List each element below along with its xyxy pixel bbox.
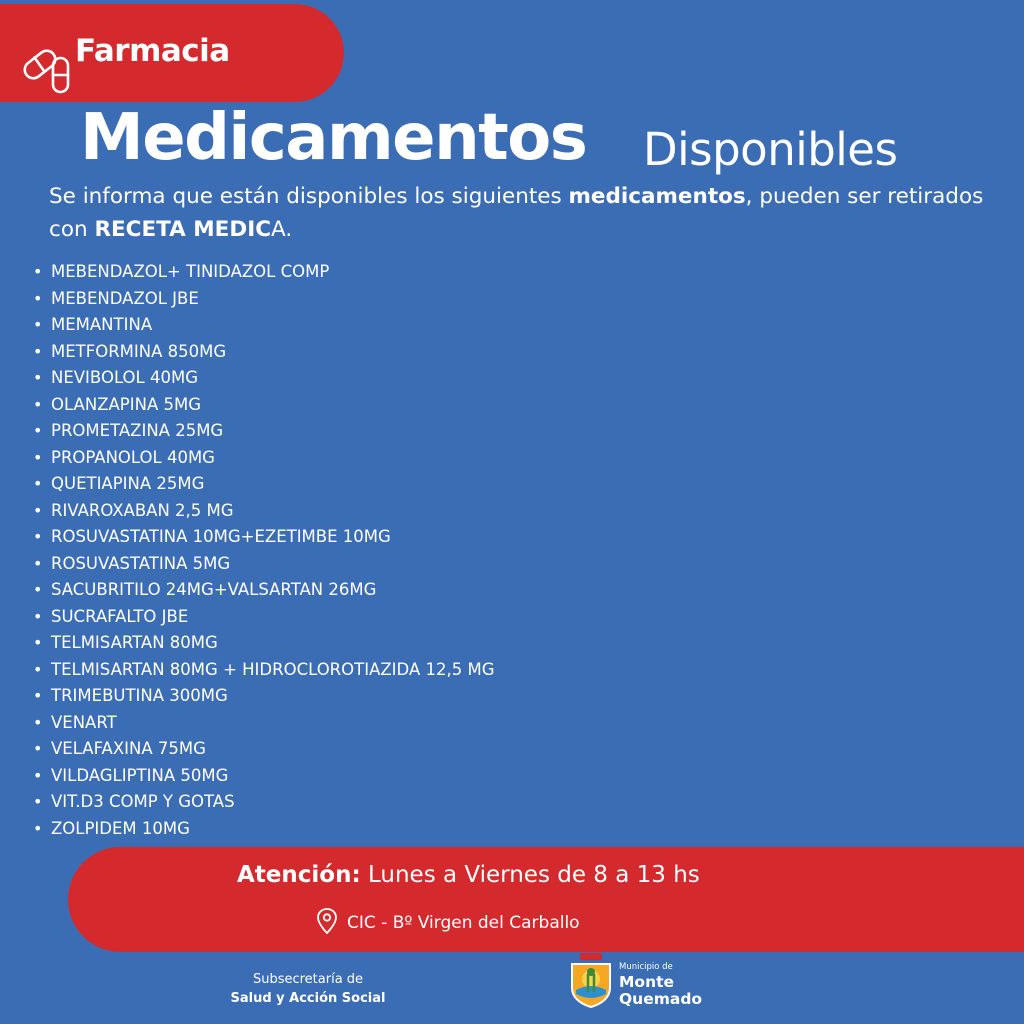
intro-bold-medicamentos: medicamentos [568, 184, 746, 209]
category-label: Farmacia [75, 33, 230, 69]
municipio-small-text: Municipio de [619, 962, 673, 972]
medication-item: • MEBENDAZOL JBE [33, 286, 495, 313]
medication-item: • ROSUVASTATINA 10MG+EZETIMBE 10MG [33, 524, 495, 551]
medication-item: • ROSUVASTATINA 5MG [33, 551, 495, 578]
medication-list [33, 259, 495, 842]
pill-capsule-icon [20, 44, 72, 96]
subsecretaria-logo [220, 970, 396, 1008]
medication-item: • VELAFAXINA 75MG [33, 736, 495, 763]
medication-item: • METFORMINA 850MG [33, 339, 495, 366]
medication-item: • VILDAGLIPTINA 50MG [33, 763, 495, 790]
municipio-emblem-icon [566, 952, 616, 1010]
intro-part-2: , pueden ser retirados con [49, 184, 984, 242]
medication-item: • TELMISARTAN 80MG [33, 630, 495, 657]
intro-part-3: A. [270, 217, 293, 242]
medication-item: • VENART [33, 710, 495, 737]
subsecretaria-line-2: Salud y Acción Social [230, 991, 386, 1006]
municipio-logo [619, 963, 702, 1008]
medication-item: • PROPANOLOL 40MG [33, 445, 495, 472]
page-subtitle: Disponibles [643, 123, 898, 176]
medication-item: • MEBENDAZOL+ TINIDAZOL COMP [33, 259, 495, 286]
municipio-name-line-2: Quemado [619, 989, 703, 1008]
attention-label: Atención: [237, 862, 361, 888]
attention-hours [237, 862, 700, 888]
medication-item: • PROMETAZINA 25MG [33, 418, 495, 445]
medication-item: • QUETIAPINA 25MG [33, 471, 495, 498]
attention-schedule: Lunes a Viernes de 8 a 13 hs [360, 862, 700, 888]
medication-item: • RIVAROXABAN 2,5 MG [33, 498, 495, 525]
intro-part-1: Se informa que están disponibles los siguientes [49, 184, 569, 209]
location-text: CIC - Bº Virgen del Carballo [347, 913, 580, 933]
medication-item: • MEMANTINA [33, 312, 495, 339]
map-pin-icon [316, 907, 338, 935]
medication-item: • NEVIBOLOL 40MG [33, 365, 495, 392]
intro-bold-receta: RECETA MEDIC [94, 217, 271, 242]
medication-item: • SACUBRITILO 24MG+VALSARTAN 26MG [33, 577, 495, 604]
medication-item: • VIT.D3 COMP Y GOTAS [33, 789, 495, 816]
medication-item: • TELMISARTAN 80MG + HIDROCLOROTIAZIDA 12,5 MG [33, 657, 495, 684]
subsecretaria-line-1: Subsecretaría de [252, 972, 364, 987]
medication-item: • SUCRAFALTO JBE [33, 604, 495, 631]
intro-text [49, 180, 989, 246]
page-title: Medicamentos [80, 101, 587, 175]
medication-item: • TRIMEBUTINA 300MG [33, 683, 495, 710]
medication-item: • ZOLPIDEM 10MG [33, 816, 495, 843]
municipio-name-line-1: Monte [619, 972, 675, 991]
medication-item: • OLANZAPINA 5MG [33, 392, 495, 419]
